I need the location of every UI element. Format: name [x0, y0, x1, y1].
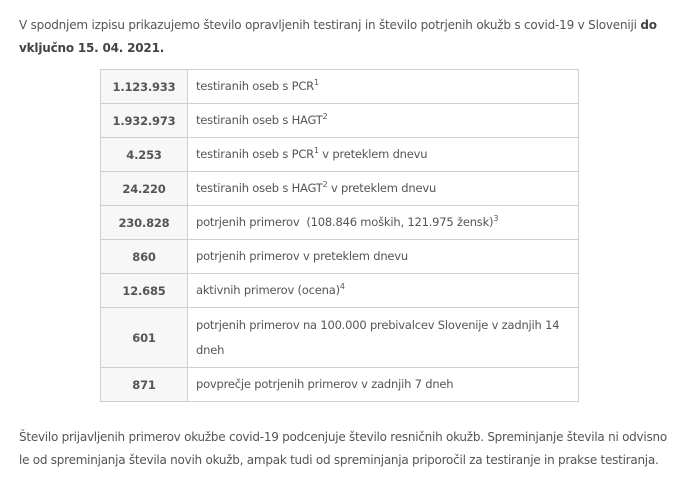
row-value: 871	[101, 368, 188, 402]
table-row	[101, 308, 579, 368]
row-value: 230.828	[101, 206, 188, 240]
row-value: 1.932.973	[101, 104, 188, 138]
table-row	[101, 206, 579, 240]
row-text: potrjenih primerov v preteklem dnevu	[196, 249, 408, 263]
row-description	[188, 172, 579, 206]
row-description	[188, 70, 579, 104]
row-text: potrjenih primerov (108.846 moških, 121.975 žensk)	[196, 215, 494, 229]
table-row	[101, 70, 579, 104]
outro-paragraph: Število prijavljenih primerov okužbe covid-19 podcenjuje število resničnih okužb. Spreminjanje števila ni odvisno le od spreminjanja števila novih okužb, ampak tudi od spreminjanja priporočil za testiranje in prakse testiranja.	[19, 430, 667, 467]
row-text: testiranih oseb s HAGT	[196, 181, 323, 195]
table-row	[101, 240, 579, 274]
intro-date: do vključno 15. 04. 2021.	[19, 18, 657, 55]
row-value: 24.220	[101, 172, 188, 206]
row-value: 12.685	[101, 274, 188, 308]
row-text: testiranih oseb s HAGT	[196, 113, 323, 127]
row-description	[188, 368, 579, 402]
row-text-after: v preteklem dnevu	[327, 181, 437, 195]
row-description	[188, 240, 579, 274]
row-text: testiranih oseb s PCR	[196, 147, 314, 161]
footnote-mark: 3	[493, 214, 499, 223]
row-text-after: v preteklem dnevu	[318, 147, 428, 161]
footnote-mark: 2	[322, 180, 328, 189]
row-text: povprečje potrjenih primerov v zadnjih 7 dneh	[196, 377, 454, 391]
table-row	[101, 172, 579, 206]
statistics-table	[100, 69, 579, 402]
table-row	[101, 104, 579, 138]
row-value: 601	[101, 308, 188, 368]
row-text: aktivnih primerov (ocena)	[196, 283, 340, 297]
row-text: testiranih oseb s PCR	[196, 79, 314, 93]
footnote-mark: 4	[339, 282, 345, 291]
row-description	[188, 308, 579, 368]
intro-text: V spodnjem izpisu prikazujemo število opravljenih testiranj in število potrjenih okužb s covid-19 v Sloveniji	[19, 18, 641, 32]
footnote-mark: 2	[322, 112, 328, 121]
table-row	[101, 274, 579, 308]
table-row	[101, 138, 579, 172]
row-description	[188, 274, 579, 308]
intro-paragraph	[19, 14, 664, 60]
table-row	[101, 368, 579, 402]
row-value: 1.123.933	[101, 70, 188, 104]
footnote-mark: 1	[313, 78, 319, 87]
row-text: potrjenih primerov na 100.000 prebivalcev Slovenije v zadnjih 14 dneh	[196, 317, 560, 357]
footnote-mark: 1	[313, 146, 319, 155]
row-description	[188, 206, 579, 240]
row-description	[188, 104, 579, 138]
row-value: 4.253	[101, 138, 188, 172]
row-value: 860	[101, 240, 188, 274]
row-description	[188, 138, 579, 172]
